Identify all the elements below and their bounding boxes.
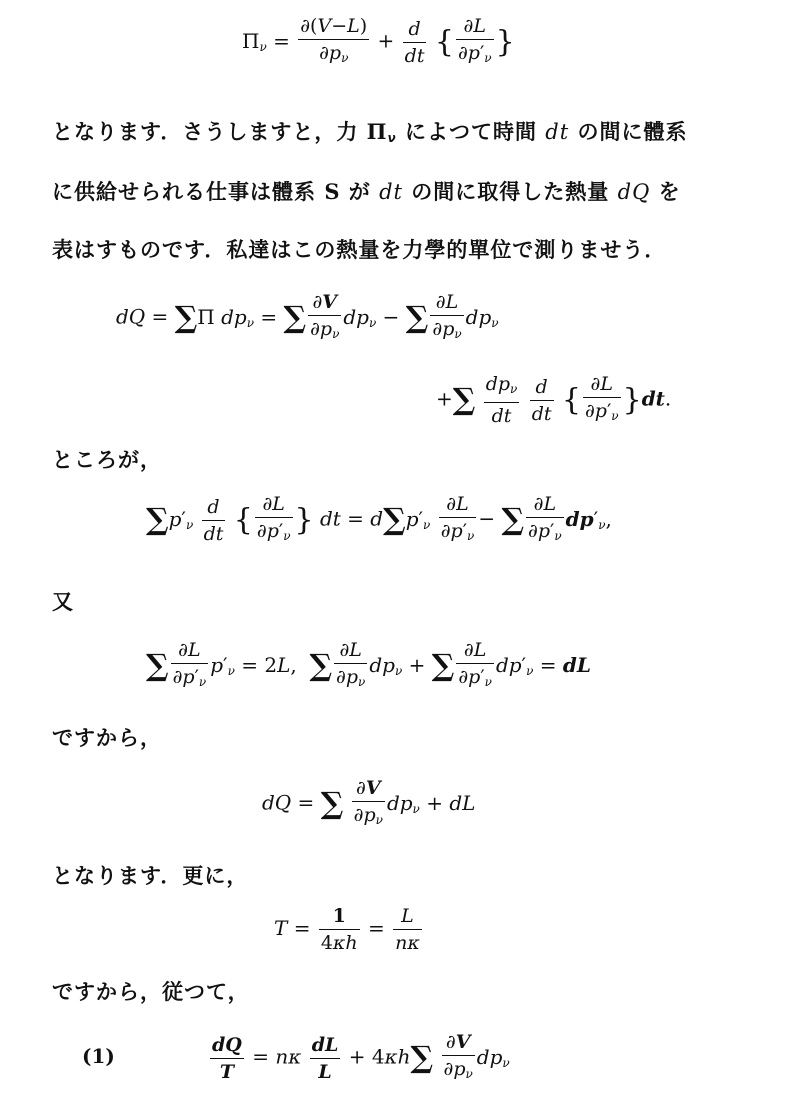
paragraph-8: ですから，従つて， <box>52 980 250 1004</box>
equation-1: $\frac{dQ}{T}$ = nκ $\frac{dL}{L}$ + 4κh∑ $\frac{\partial V}{\partial p_\nu}$ $dp_\nu$ <box>212 1031 510 1083</box>
equation-number: (1) <box>82 1044 115 1068</box>
equation-dq-2: +∑ $\frac{dp_\nu}{dt}$ $\frac{d}{dt}$ { $\frac{\partial L}{\partial p'_\nu}$ }dt. <box>436 373 672 427</box>
equation-tokoroga: $\sum p'_\nu$ $\frac{d}{dt}$ { $\frac{\partial L}{\partial p'_\nu}$ } dt = $d\sum p'_\nu$ $\frac{\partial L}{\partial p'_\nu}$ − ∑ $\frac{\partial L}{\partial p'_\nu}$ $dp'_\nu$, <box>146 493 612 545</box>
equation-mata: ∑ $\frac{\partial L}{\partial p'_\nu}$ $p'_\nu = 2L$, ∑ $\frac{\partial L}{\partial p_\nu}$ $dp_\nu$ + ∑ $\frac{\partial L}{\partial p'_\nu}$ $dp'_\nu$ = dL <box>146 639 591 689</box>
equation-temperature: T = $\frac{1}{4\kappa h}$ = $\frac{L}{n\kappa}$ <box>274 905 420 954</box>
paragraph-4: ところが， <box>52 448 162 472</box>
paragraph-1: となります．さうしますと，力 $\Pi_\nu$ によつて時間 dt の間に體系 <box>52 119 688 145</box>
equation-pi: $\Pi_\nu$ = $\frac{\partial(V-L)}{\partial p_\nu}$ + $\frac{d}{dt}$ { $\frac{\partial L}{\partial p'_\nu}$ } <box>242 15 515 67</box>
equation-dq-result: dQ = ∑ $\frac{\partial V}{\partial p_\nu}$ $dp_\nu$ + dL <box>262 777 476 827</box>
paragraph-3: 表はすものです．私達はこの熱量を力學的單位で測りませう． <box>52 238 667 262</box>
equation-dq-1: dQ = ∑Π $dp_\nu$ = ∑ $\frac{\partial V}{\partial p_\nu}$ $dp_\nu$ − ∑ $\frac{\partial L}{\partial p_\nu}$ $dp_\nu$ <box>116 291 499 341</box>
paragraph-6: ですから， <box>52 726 162 750</box>
paragraph-7: となります．更に， <box>52 864 249 888</box>
paragraph-5: 又 <box>52 590 74 614</box>
paragraph-2: に供給せられる仕事は體系 S が dt の間に取得した熱量 dQ を <box>52 179 681 204</box>
